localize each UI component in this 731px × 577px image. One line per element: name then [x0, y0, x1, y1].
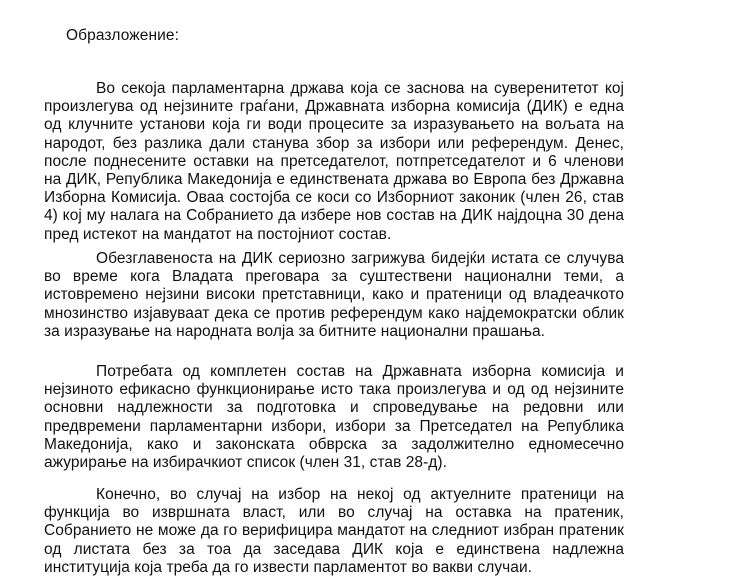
paragraph-3: Потребата од комплетен состав на Државната изборна комисија и нејзиното ефикасно функционирање исто така произлегува и од од нејзините основни надлежности за подготовка и спроведување на редовни или предвремени парламентарни избори, избори за Претседател на Република Македонија, како и законската обврска за задолжително едномесечно ажурирање на избирачкиот список (член 31, став 28-д). — [44, 363, 624, 472]
paragraph-2: Обезглавеноста на ДИК сериозно загрижува бидејќи истата се случува во време кога Владата преговара за суштествени национални теми, а истовремено нејзини високи претставници, како и пратеници од владеачкото мнозинство изјавуваат дека се против референдум како најдемократски облик за изразување на народната волја за битните национални прашања. — [44, 250, 624, 340]
paragraph-4: Конечно, во случај на избор на некој од актуелните пратеници на функција во извршната власт, или во случај на оставка на пратеник, Собранието не може да го верифицира мандатот на следниот избран пратеник од листата без за тоа да заседава ДИК која е единствена надлежна институција која треба да го извести парламентот во вакви случаи. — [44, 486, 624, 576]
paragraph-1: Во секоја парламентарна држава која се заснова на суверенитетот кој произлегува од нејзините граѓани, Државната изборна комисија (ДИК) е една од клучните установи која ги води процесите за изразувањето на вољата на народот, без разлика дали станува збор за избори или референдум. Денес, после поднесените оставки на претседателот, потпретседателот и 6 членови на ДИК, Република Македонија е единствената држава во Европа без Државна Изборна Комисија. Оваа состојба се коси со Изборниот законик (член 26, став 4) кој му налага на Собранието да избере нов состав на ДИК најдоцна 30 дена пред истекот на мандатот на постојниот состав. — [44, 80, 624, 243]
page-title: Образложение: — [66, 27, 180, 44]
